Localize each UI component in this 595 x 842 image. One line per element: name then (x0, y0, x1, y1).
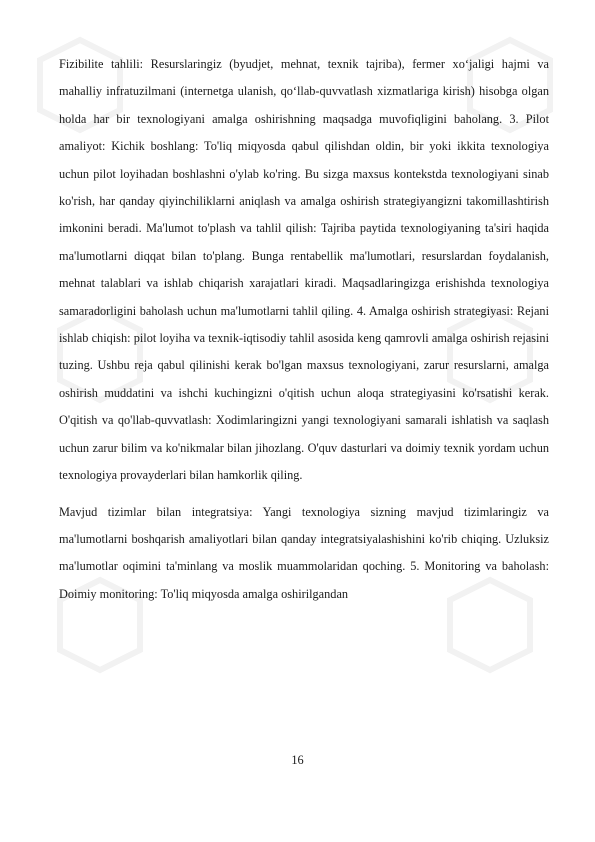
page-number: 16 (291, 753, 304, 767)
body-text (59, 51, 549, 608)
paragraph-1: Fizibilite tahlili: Resurslaringiz (byudjet, mehnat, texnik tajriba), fermer xo‘jaligi hajmi va mahalliy infratuzilmani (internetga ulanish, qo‘llab-quvvatlash xizmatlariga kirish) hisobga olgan holda har bir texnologiyani amalga oshirishning maqsadga muvofiqligini baholang. 3. Pilot amaliyot: Kichik boshlang: To'liq miqyosda qabul qilishdan oldin, bir yoki ikkita texnologiya uchun pilot loyihadan boshlashni o'ylab ko'ring. Bu sizga maxsus kontekstda texnologiyani sinab ko'rish, har qanday qiyinchiliklarni aniqlash va amalga oshirish strategiyangizni takomillashtirish imkonini beradi. Ma'lumot to'plash va tahlil qilish: Tajriba paytida texnologiyaning ta'siri haqida ma'lumotlarni diqqat bilan to'plang. Bunga rentabellik ma'lumotlari, resurslardan foydalanish, mehnat talablari va ishlab chiqarish xarajatlari kiradi. Maqsadlaringizga erishishda texnologiya samaradorligini baholash uchun ma'lumotlarni tahlil qiling. 4. Amalga oshirish strategiyasi: Rejani ishlab chiqish: pilot loyiha va texnik-iqtisodiy tahlil asosida keng qamrovli amalga oshirish rejasini tuzing. Ushbu reja qabul qilinishi kerak bo'lgan maxsus texnologiyani, zarur resurslarni, amalga oshirish muddatini va ishchi kuchingizni o'qitish uchun aloqa strategiyasini ko'rsatishi kerak. O'qitish va qo'llab-quvvatlash: Xodimlaringizni yangi texnologiyani samarali ishlatish va saqlash uchun zarur bilim va ko'nikmalar bilan jihozlang. O'quv dasturlari va doimiy texnik yordam uchun texnologiya provayderlari bilan hamkorlik qiling. (59, 57, 549, 483)
paragraph-2: Mavjud tizimlar bilan integratsiya: Yangi texnologiya sizning mavjud tizimlaringiz va ma'lumotlarni boshqarish amaliyotlari bilan qanday integratsiyalashishini ko'rib chiqing. Uzluksiz ma'lumotlar oqimini ta'minlang va moslik muammolaridan qoching. 5. Monitoring va baholash: Doimiy monitoring: To'liq miqyosda amalga oshirilgandan (59, 504, 549, 601)
